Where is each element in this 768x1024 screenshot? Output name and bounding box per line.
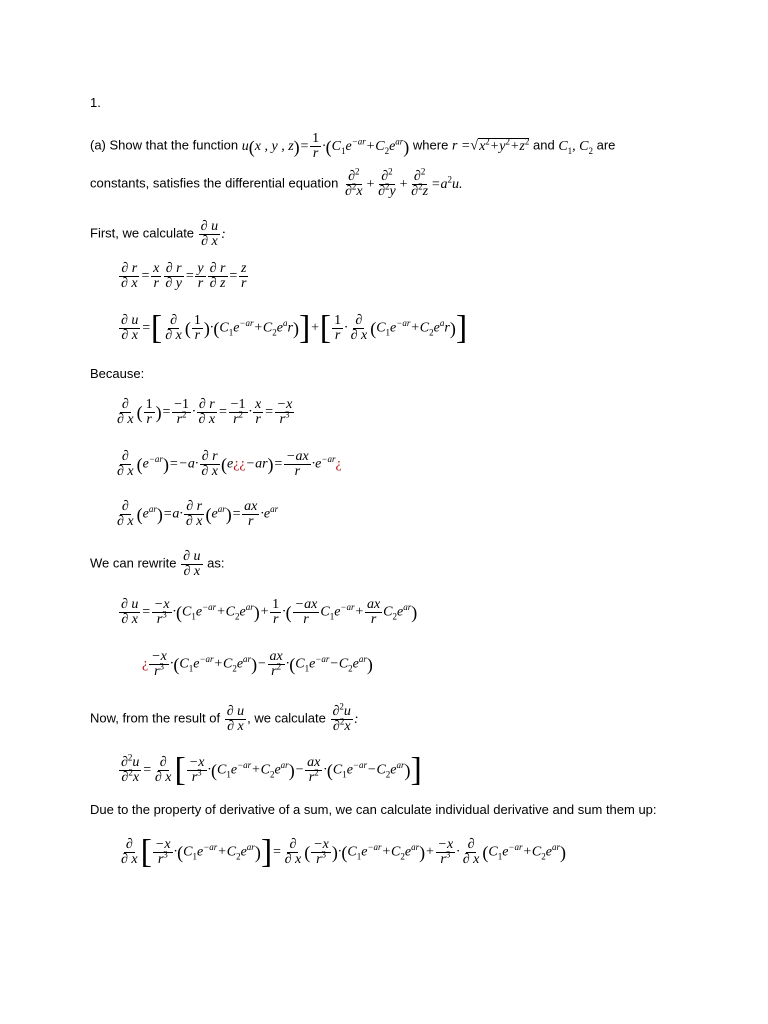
garbled-symbol: ¿ [233, 456, 240, 472]
first-calc-line: First, we calculate $\frac{\partial u}{\partial x}$ : [90, 219, 226, 249]
equation-derivative-e-minus-ar: $\frac{\partial}{\partial x}$ $(e^{-ar})=-a\cdot$ $\frac{\partial r}{\partial x}$ (e¿¿−ar)= $\frac{-ax}{r}$ $\cdot e^{-ar}¿$ [117, 449, 342, 479]
and-word: and [532, 137, 555, 153]
part-a-prefix: (a) Show that the function [90, 137, 239, 153]
are-word: are [596, 137, 616, 153]
equation-second-derivative: $\frac{\partial^2u}{\partial^2x}$ = $\frac{\partial}{\partial x}$ [ $\frac{-x}{r^3}$ $\cdot(C_1e^{-ar}+C_2e^{ar})-$ $\frac{ax}{r^2}$ $\cdot(C_1e^{-ar}-C_2e^{ar})$] [121, 751, 422, 789]
now-text: Now, from the result of [90, 710, 221, 726]
constants-text: constants, satisfies the differential equation [90, 175, 339, 191]
part-a-statement [90, 132, 615, 161]
problem-number: 1. [90, 95, 101, 110]
differential-equation: $\frac{\partial^2}{\partial^2x}$ + $\frac{\partial^2}{\partial^2y}$ + $\frac{\partial^2}{\partial^2z}$ $=a^2u$. [344, 166, 463, 199]
equation-sum-rule: $\frac{\partial}{\partial x}$ [ $\frac{-x}{r^3}$ $\cdot(C_1e^{-ar}+C_2e^{ar})]=$ $\frac{\partial}{\partial x}$ ( $\frac{-x}{r^3}$ )$\cdot(C_1e^{-ar}+C_2e^{ar})+$ $\frac{-x}{r^3}$ · $\frac{\partial}{\partial x}$ $(C_1e^{-ar}+C_2e^{ar})$ [121, 833, 567, 871]
equation-du-dx-simplified: ¿ $\frac{-x}{r^3}$ $\cdot(C_1e^{-ar}+C_2e^{ar})-$ $\frac{ax}{r^2}$ $\cdot(C_1e^{-ar}-C_2e^{ar})$ [142, 649, 373, 679]
garbled-symbol: ¿ [142, 656, 149, 672]
now-line: Now, from the result of $\frac{\partial u}{\partial x}$ , we calculate $\frac{\partial^2u}{\partial^2x}$ : [90, 701, 359, 734]
garbled-symbol: ¿ [335, 456, 342, 472]
equation-du-dx-expanded: $\frac{\partial u}{\partial x}$ = $\frac{-x}{r^3}$ $\cdot(C_1e^{-ar}+C_2e^{ar})+$ $\frac{1}{r}$ ·( $\frac{-ax}{r}$ $C_1e^{-ar}+$ $\frac{ax}{r}$ $C_2e^{ar}$) [121, 597, 418, 627]
r-definition: $r =√x^2+y^2+z^2$ [451, 136, 530, 154]
as-text: as: [207, 555, 225, 571]
rewrite-line: We can rewrite $\frac{\partial u}{\partial x}$ as: [90, 549, 225, 579]
because-text: Because: [90, 366, 145, 381]
equation-derivative-e-ar: $\frac{\partial}{\partial x}$ $(e^{ar})=a\cdot$ $\frac{\partial r}{\partial x}$ $(e^{ar})=$ $\frac{ax}{r}$ $\cdot e^{ar}$ [117, 499, 279, 529]
equation-partial-r: $\frac{\partial r}{\partial x}$ = $\frac{x}{r}$ $\frac{\partial r}{\partial y}$ = $\frac{y}{r}$ $\frac{\partial r}{\partial z}$ = $\frac{z}{r}$ [121, 261, 247, 291]
equation-derivative-one-over-r: $\frac{\partial}{\partial x}$ ( $\frac{1}{r}$ )= $\frac{-1}{r^2}$ · $\frac{\partial r}{\partial x}$ = $\frac{-1}{r^2}$ · $\frac{x}{r}$ = $\frac{-x}{r^3}$ [117, 397, 293, 427]
where-word: where [412, 137, 449, 153]
constants-symbols: $C_1$, $C_2$ [558, 138, 593, 156]
first-calc-text: First, we calculate [90, 225, 195, 241]
differential-equation-line [90, 166, 463, 199]
equation-du-dx-product: $\frac{\partial u}{\partial x}$ =[ $\frac{\partial}{\partial x}$ ( $\frac{1}{r}$ )$\cdot(C_1e^{-ar}+C_2e^ar)]+$[ $\frac{1}{r}$ · $\frac{\partial}{\partial x}$ $(C_1e^{-ar}+C_2e^ar)$] [121, 309, 468, 347]
garbled-symbol: ¿ [239, 456, 246, 472]
we-calc-text: , we calculate [247, 710, 326, 726]
sum-property-text: Due to the property of derivative of a sum, we can calculate individual derivative and sum them up: [90, 802, 657, 817]
function-definition: u(x , y , z)= $\frac{1}{r}$ $\cdot(C_1e^{-ar}+C_2e^{ar})$ [241, 131, 410, 161]
rewrite-text: We can rewrite [90, 555, 177, 571]
